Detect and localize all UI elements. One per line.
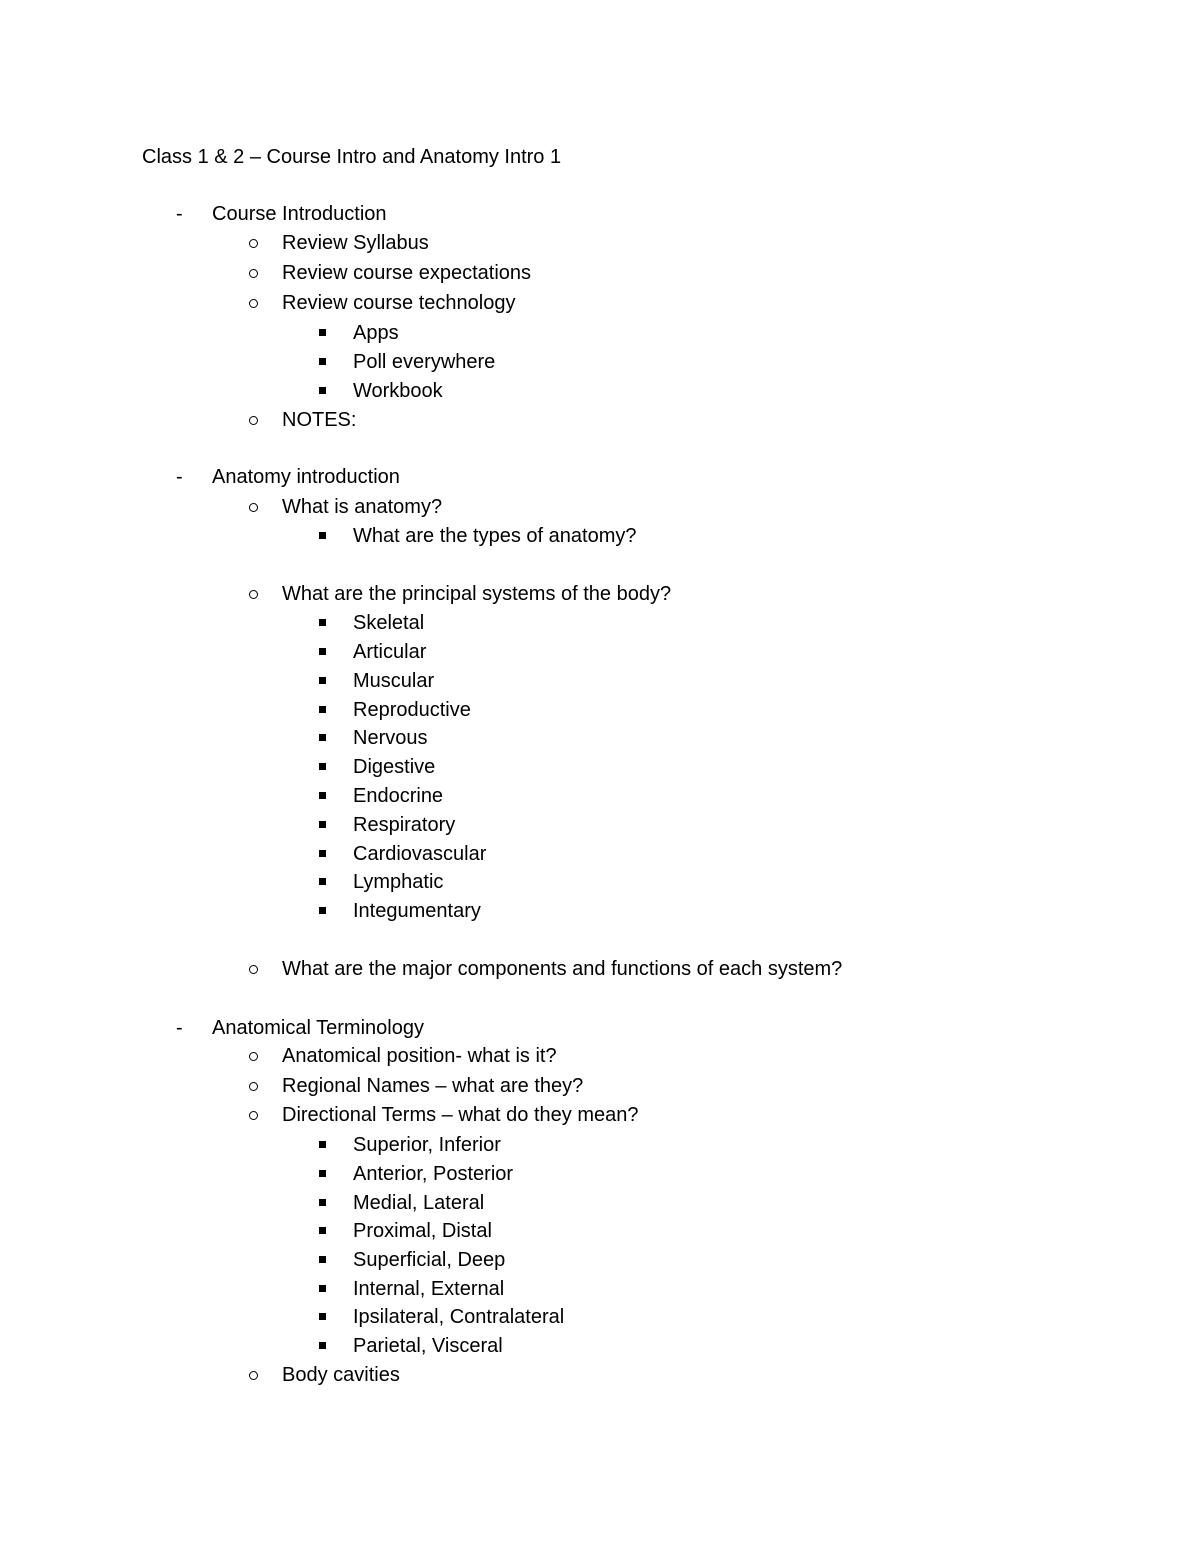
dash-bullet (176, 463, 188, 491)
dash-bullet (176, 200, 188, 228)
dash-bullet (176, 1014, 188, 1042)
document-page: Class 1 & 2 – Course Intro and Anatomy Intro 1 - Course Introduction Review Syllabus Review course expectations Review course technology Apps Poll everywhere Workbook NOTES: - Anatomy introduction What is anatomy? What are the types of anatomy? What are the principal systems of the body? Skeletal Articular Muscular Reproductive Nervous Digestive Endocrine Respiratory Cardiovascular Lymphatic Integumentary What are the major components and functions of each system? - Anatomical Terminology Anatomical position- what is it? Regional Names – what are they? Directional Terms – what do they mean? Superior, Inferior Anterior, Posterior Medial, Lateral Proximal, Distal Superficial, Deep Internal, External Ipsilateral, Contralateral Parietal, Visceral Body cavities (0, 0, 1200, 1553)
document-title: Class 1 & 2 – Course Intro and Anatomy Intro 1 (142, 146, 562, 168)
